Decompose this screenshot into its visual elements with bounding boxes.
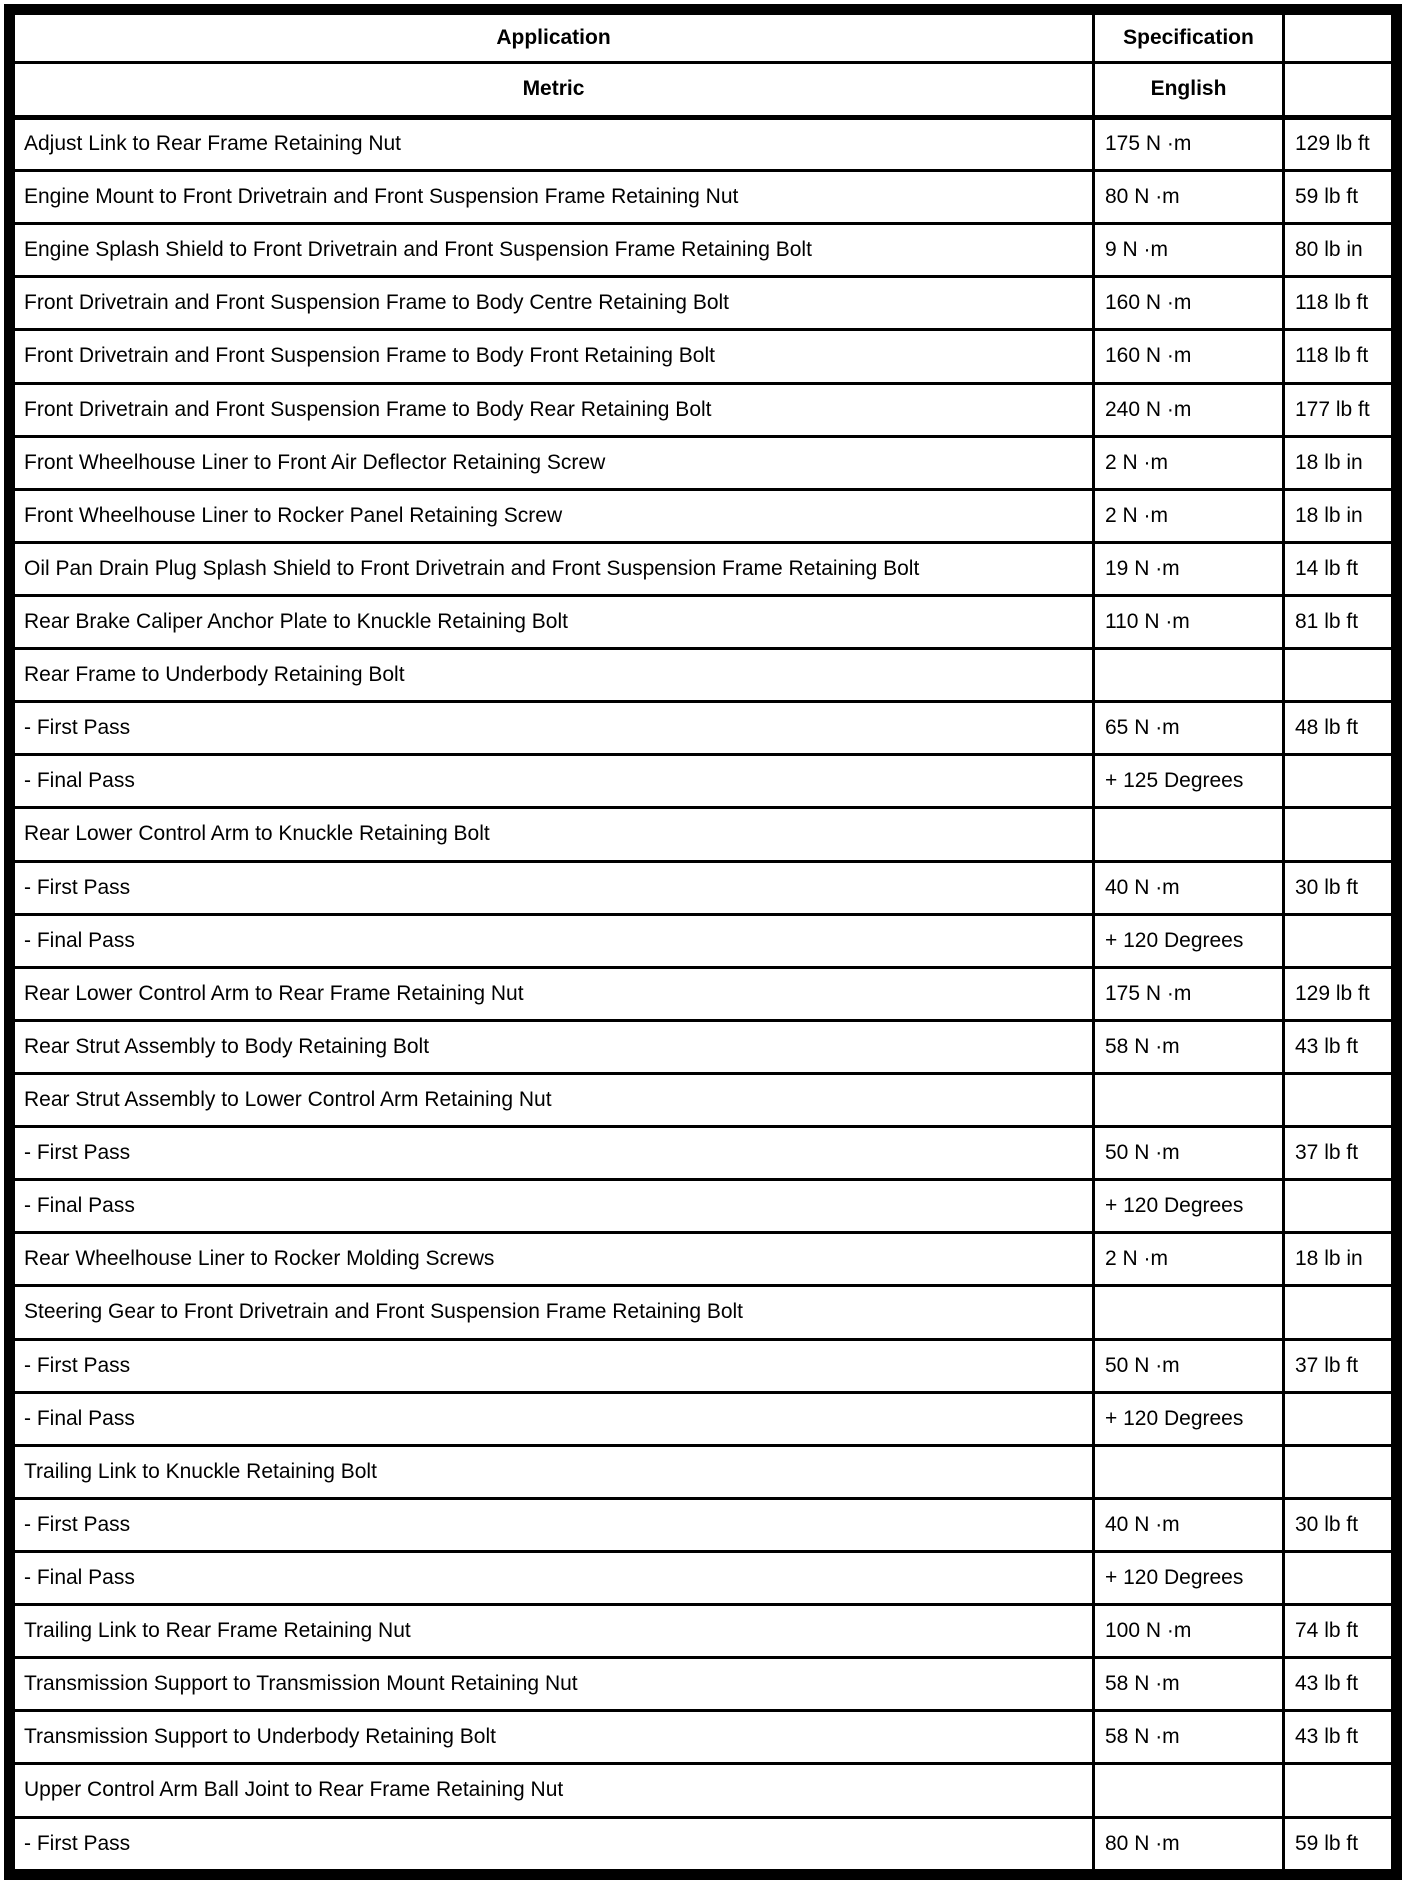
application-cell: Adjust Link to Rear Frame Retaining Nut: [14, 118, 1094, 171]
metric-value-cell: 110 N ·m: [1094, 595, 1284, 648]
application-cell: - Final Pass: [14, 914, 1094, 967]
table-row: [14, 1711, 1393, 1764]
units-empty-header-cell: [1284, 63, 1393, 118]
english-value-cell: 30 lb ft: [1284, 861, 1393, 914]
table-row: [14, 171, 1393, 224]
application-cell: Transmission Support to Transmission Mount Retaining Nut: [14, 1658, 1094, 1711]
english-value-cell: 37 lb ft: [1284, 1339, 1393, 1392]
header-row-application: [14, 14, 1393, 63]
metric-value-cell: + 120 Degrees: [1094, 1180, 1284, 1233]
english-value-cell: 48 lb ft: [1284, 702, 1393, 755]
table-row: [14, 1180, 1393, 1233]
english-value-cell: [1284, 1764, 1393, 1817]
metric-value-cell: [1094, 649, 1284, 702]
application-cell: - First Pass: [14, 1339, 1094, 1392]
english-value-cell: [1284, 1392, 1393, 1445]
metric-value-cell: 160 N ·m: [1094, 277, 1284, 330]
english-value-cell: [1284, 1286, 1393, 1339]
metric-value-cell: 2 N ·m: [1094, 1233, 1284, 1286]
application-cell: Trailing Link to Knuckle Retaining Bolt: [14, 1445, 1094, 1498]
metric-value-cell: 50 N ·m: [1094, 1127, 1284, 1180]
application-cell: - First Pass: [14, 702, 1094, 755]
header-row-units: [14, 63, 1393, 118]
metric-value-cell: 240 N ·m: [1094, 383, 1284, 436]
metric-value-cell: 175 N ·m: [1094, 967, 1284, 1020]
table-row: [14, 383, 1393, 436]
application-cell: - First Pass: [14, 1498, 1094, 1551]
table-row: [14, 595, 1393, 648]
application-cell: Front Drivetrain and Front Suspension Frame to Body Centre Retaining Bolt: [14, 277, 1094, 330]
table-row: [14, 861, 1393, 914]
application-cell: Rear Frame to Underbody Retaining Bolt: [14, 649, 1094, 702]
application-cell: Front Wheelhouse Liner to Rocker Panel Retaining Screw: [14, 489, 1094, 542]
english-value-cell: 74 lb ft: [1284, 1605, 1393, 1658]
application-cell: - Final Pass: [14, 1551, 1094, 1604]
table-row: [14, 1073, 1393, 1126]
table-row: [14, 1127, 1393, 1180]
spec-table: [12, 12, 1394, 1872]
table-row: [14, 1392, 1393, 1445]
english-value-cell: [1284, 914, 1393, 967]
english-column-header: English: [1094, 63, 1284, 118]
english-value-cell: 59 lb ft: [1284, 171, 1393, 224]
application-cell: Upper Control Arm Ball Joint to Rear Frame Retaining Nut: [14, 1764, 1094, 1817]
table-row: [14, 649, 1393, 702]
metric-value-cell: 58 N ·m: [1094, 1020, 1284, 1073]
metric-value-cell: [1094, 1073, 1284, 1126]
english-value-cell: 118 lb ft: [1284, 277, 1393, 330]
english-value-cell: 177 lb ft: [1284, 383, 1393, 436]
metric-value-cell: + 120 Degrees: [1094, 1392, 1284, 1445]
metric-value-cell: [1094, 1286, 1284, 1339]
table-row: [14, 1020, 1393, 1073]
metric-value-cell: 19 N ·m: [1094, 542, 1284, 595]
table-row: [14, 702, 1393, 755]
application-cell: Rear Lower Control Arm to Rear Frame Retaining Nut: [14, 967, 1094, 1020]
metric-value-cell: 58 N ·m: [1094, 1658, 1284, 1711]
table-row: [14, 1658, 1393, 1711]
application-cell: Engine Mount to Front Drivetrain and Front Suspension Frame Retaining Nut: [14, 171, 1094, 224]
table-row: [14, 542, 1393, 595]
english-value-cell: 18 lb in: [1284, 1233, 1393, 1286]
application-cell: - First Pass: [14, 861, 1094, 914]
application-cell: Transmission Support to Underbody Retaining Bolt: [14, 1711, 1094, 1764]
application-column-header: Application: [14, 14, 1094, 63]
metric-value-cell: 58 N ·m: [1094, 1711, 1284, 1764]
metric-value-cell: 160 N ·m: [1094, 330, 1284, 383]
application-cell: - First Pass: [14, 1127, 1094, 1180]
metric-value-cell: 40 N ·m: [1094, 861, 1284, 914]
table-row: [14, 1817, 1393, 1871]
metric-column-header: Metric: [14, 63, 1094, 118]
table-row: [14, 967, 1393, 1020]
application-cell: - Final Pass: [14, 755, 1094, 808]
english-value-cell: 37 lb ft: [1284, 1127, 1393, 1180]
metric-value-cell: 65 N ·m: [1094, 702, 1284, 755]
english-value-cell: [1284, 1180, 1393, 1233]
table-row: [14, 755, 1393, 808]
torque-specifications-table: [4, 4, 1402, 1880]
metric-value-cell: 175 N ·m: [1094, 118, 1284, 171]
english-value-cell: 14 lb ft: [1284, 542, 1393, 595]
english-value-cell: 30 lb ft: [1284, 1498, 1393, 1551]
application-cell: Oil Pan Drain Plug Splash Shield to Front Drivetrain and Front Suspension Frame Retaining Bolt: [14, 542, 1094, 595]
english-value-cell: [1284, 1551, 1393, 1604]
application-cell: Front Drivetrain and Front Suspension Frame to Body Front Retaining Bolt: [14, 330, 1094, 383]
metric-value-cell: + 120 Degrees: [1094, 914, 1284, 967]
english-value-cell: 129 lb ft: [1284, 118, 1393, 171]
table-row: [14, 330, 1393, 383]
table-row: [14, 1764, 1393, 1817]
metric-value-cell: [1094, 1445, 1284, 1498]
english-value-cell: [1284, 755, 1393, 808]
table-row: [14, 1498, 1393, 1551]
table-row: [14, 1286, 1393, 1339]
metric-value-cell: + 120 Degrees: [1094, 1551, 1284, 1604]
metric-value-cell: 100 N ·m: [1094, 1605, 1284, 1658]
application-cell: Rear Lower Control Arm to Knuckle Retaining Bolt: [14, 808, 1094, 861]
table-header: [14, 14, 1393, 118]
application-cell: Front Wheelhouse Liner to Front Air Deflector Retaining Screw: [14, 436, 1094, 489]
application-cell: Engine Splash Shield to Front Drivetrain and Front Suspension Frame Retaining Bolt: [14, 224, 1094, 277]
english-value-cell: 43 lb ft: [1284, 1020, 1393, 1073]
metric-value-cell: 80 N ·m: [1094, 171, 1284, 224]
english-value-cell: [1284, 649, 1393, 702]
application-cell: Rear Brake Caliper Anchor Plate to Knuckle Retaining Bolt: [14, 595, 1094, 648]
table-row: [14, 118, 1393, 171]
table-row: [14, 1551, 1393, 1604]
table-row: [14, 1445, 1393, 1498]
table-row: [14, 1605, 1393, 1658]
metric-value-cell: 40 N ·m: [1094, 1498, 1284, 1551]
metric-value-cell: [1094, 1764, 1284, 1817]
metric-value-cell: + 125 Degrees: [1094, 755, 1284, 808]
table-body: [14, 118, 1393, 1871]
english-value-cell: 129 lb ft: [1284, 967, 1393, 1020]
metric-value-cell: 9 N ·m: [1094, 224, 1284, 277]
english-value-cell: 18 lb in: [1284, 436, 1393, 489]
english-value-cell: 59 lb ft: [1284, 1817, 1393, 1871]
application-cell: Steering Gear to Front Drivetrain and Front Suspension Frame Retaining Bolt: [14, 1286, 1094, 1339]
table-row: [14, 914, 1393, 967]
application-cell: Trailing Link to Rear Frame Retaining Nut: [14, 1605, 1094, 1658]
specification-column-header: Specification: [1094, 14, 1284, 63]
table-row: [14, 489, 1393, 542]
metric-value-cell: 80 N ·m: [1094, 1817, 1284, 1871]
metric-value-cell: 2 N ·m: [1094, 489, 1284, 542]
english-value-cell: 118 lb ft: [1284, 330, 1393, 383]
english-value-cell: 43 lb ft: [1284, 1711, 1393, 1764]
english-value-cell: [1284, 1073, 1393, 1126]
application-cell: - First Pass: [14, 1817, 1094, 1871]
table-row: [14, 277, 1393, 330]
application-cell: - Final Pass: [14, 1180, 1094, 1233]
table-row: [14, 808, 1393, 861]
application-cell: Front Drivetrain and Front Suspension Frame to Body Rear Retaining Bolt: [14, 383, 1094, 436]
application-cell: Rear Strut Assembly to Body Retaining Bolt: [14, 1020, 1094, 1073]
english-value-cell: 80 lb in: [1284, 224, 1393, 277]
specification-empty-header-cell: [1284, 14, 1393, 63]
english-value-cell: 81 lb ft: [1284, 595, 1393, 648]
table-row: [14, 436, 1393, 489]
table-row: [14, 1233, 1393, 1286]
application-cell: Rear Wheelhouse Liner to Rocker Molding Screws: [14, 1233, 1094, 1286]
english-value-cell: [1284, 1445, 1393, 1498]
metric-value-cell: 2 N ·m: [1094, 436, 1284, 489]
table-row: [14, 224, 1393, 277]
english-value-cell: [1284, 808, 1393, 861]
english-value-cell: 18 lb in: [1284, 489, 1393, 542]
application-cell: Rear Strut Assembly to Lower Control Arm Retaining Nut: [14, 1073, 1094, 1126]
metric-value-cell: 50 N ·m: [1094, 1339, 1284, 1392]
metric-value-cell: [1094, 808, 1284, 861]
table-row: [14, 1339, 1393, 1392]
english-value-cell: 43 lb ft: [1284, 1658, 1393, 1711]
application-cell: - Final Pass: [14, 1392, 1094, 1445]
